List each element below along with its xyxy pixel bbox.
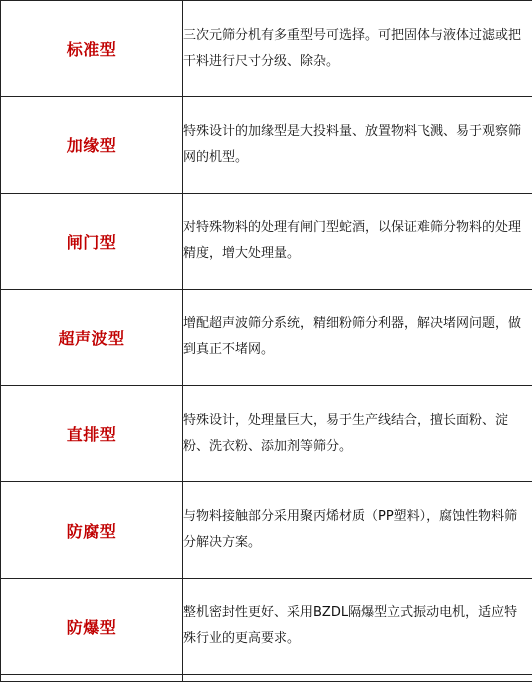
type-description: 整机密封性更好、采用BZDL隔爆型立式振动电机，适应特殊行业的更高要求。 bbox=[183, 605, 518, 647]
table-row-partial bbox=[1, 674, 532, 681]
description-cell bbox=[183, 482, 532, 578]
table-row bbox=[1, 386, 532, 482]
description-cell-empty bbox=[183, 674, 532, 681]
description-cell bbox=[183, 97, 532, 193]
type-name: 闸门型 bbox=[66, 232, 117, 252]
type-name: 直排型 bbox=[66, 425, 117, 445]
description-cell bbox=[183, 1, 532, 97]
type-cell bbox=[1, 482, 183, 578]
table-row bbox=[1, 482, 532, 578]
type-cell bbox=[1, 289, 183, 385]
type-description: 对特殊物料的处理有闸门型蛇酒，以保证难筛分物料的处理精度，增大处理量。 bbox=[183, 220, 522, 262]
table-row bbox=[1, 193, 532, 289]
table-row bbox=[1, 97, 532, 193]
type-name: 防爆型 bbox=[66, 617, 117, 637]
type-cell bbox=[1, 1, 183, 97]
type-cell bbox=[1, 386, 183, 482]
table-row bbox=[1, 1, 532, 97]
type-description: 特殊设计的加缘型是大投料量、放置物料飞溅、易于观察筛网的机型。 bbox=[183, 123, 522, 165]
type-name: 防腐型 bbox=[66, 521, 117, 541]
table-row bbox=[1, 578, 532, 674]
description-cell bbox=[183, 386, 532, 482]
description-cell bbox=[183, 193, 532, 289]
table-row bbox=[1, 289, 532, 385]
type-cell bbox=[1, 193, 183, 289]
type-cell bbox=[1, 97, 183, 193]
type-name: 标准型 bbox=[66, 40, 117, 60]
type-description: 与物料接触部分采用聚丙烯材质（PP塑料），腐蚀性物料筛分解决方案。 bbox=[183, 509, 518, 551]
type-name: 加缘型 bbox=[66, 136, 117, 156]
type-cell-empty bbox=[1, 674, 183, 681]
description-cell bbox=[183, 289, 532, 385]
type-name: 超声波型 bbox=[58, 328, 125, 348]
type-description: 特殊设计，处理量巨大，易于生产线结合，擅长面粉、淀粉、洗衣粉、添加剂等筛分。 bbox=[183, 412, 509, 454]
description-cell bbox=[183, 578, 532, 674]
type-description: 三次元筛分机有多重型号可选择。可把固体与液体过滤或把干料进行尺寸分级、除杂。 bbox=[183, 27, 522, 69]
type-description: 增配超声波筛分系统，精细粉筛分利器，解决堵网问题，做到真正不堵网。 bbox=[183, 316, 522, 358]
type-cell bbox=[1, 578, 183, 674]
